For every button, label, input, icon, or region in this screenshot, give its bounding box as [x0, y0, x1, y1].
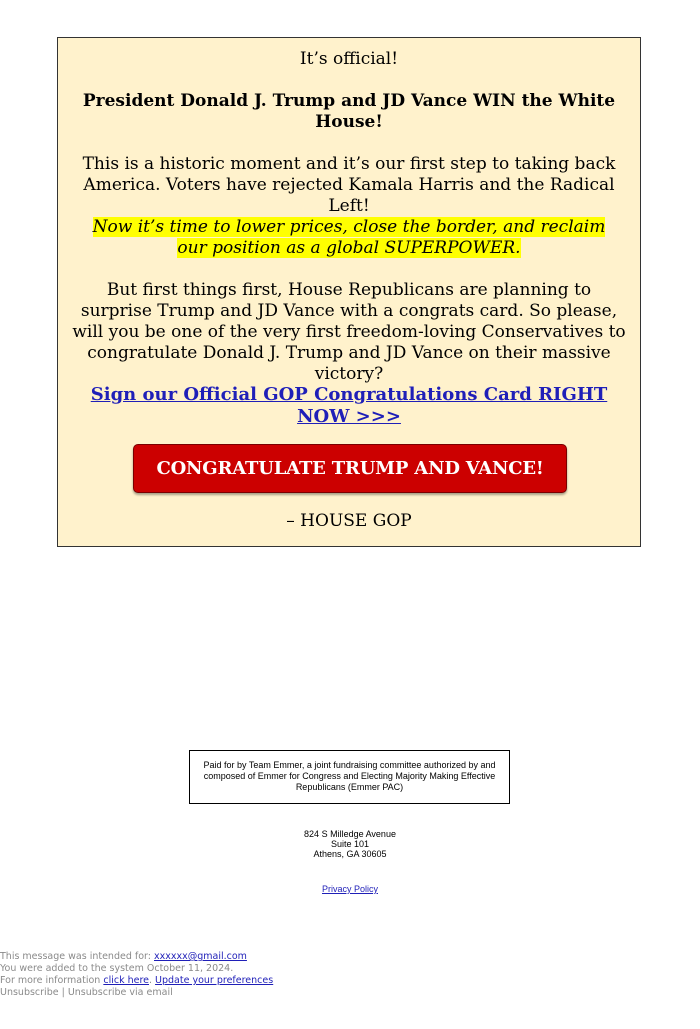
privacy-row — [200, 884, 500, 895]
unsubscribe-line — [0, 987, 273, 999]
surprise-paragraph: But first things first, House Republicans are planning to surprise Trump and JD Vance with a congrats card. So please, will you be one of the very first freedom-loving Conservatives to congratulate Donald J. Trump and JD Vance on their massive victory? — [72, 280, 626, 384]
address-line-2: Suite 101 — [330, 839, 370, 849]
signoff: – HOUSE GOP — [286, 511, 412, 531]
info-line — [0, 975, 273, 987]
address-line-3: Athens, GA 30605 — [313, 849, 387, 859]
mailing-address — [200, 829, 500, 859]
headline: President Donald J. Trump and JD Vance WIN the White House! — [82, 91, 616, 132]
added-line: You were added to the system October 11, 2024. — [0, 963, 234, 974]
sign-card-link[interactable]: Sign our Official GOP Congratulations Card RIGHT NOW >>> — [90, 384, 608, 427]
historic-paragraph: This is a historic moment and it’s our first step to taking back America. Voters have rejected Kamala Harris and the Radical Left! — [82, 154, 616, 216]
paid-for-disclaimer: Paid for by Team Emmer, a joint fundraising committee authorized by and composed of Emmer for Congress and Electing Majority Making Effective Republicans (Emmer PAC) — [189, 750, 510, 804]
update-preferences-link[interactable]: Update your preferences — [155, 975, 274, 986]
official-line: It’s official! — [299, 49, 399, 69]
info-separator: . — [149, 975, 156, 986]
email-footer — [0, 951, 273, 999]
unsubscribe-link[interactable]: Unsubscribe — [0, 987, 59, 998]
intended-prefix: This message was intended for: — [0, 951, 154, 962]
recipient-email-link[interactable]: xxxxxx@gmail.com — [154, 951, 247, 962]
highlight-text: Now it’s time to lower prices, close the border, and reclaim our position as a global SUPERPOWER. — [92, 217, 606, 258]
congratulate-button[interactable]: CONGRATULATE TRUMP AND VANCE! — [133, 444, 567, 493]
email-card — [57, 37, 641, 547]
card-link-paragraph — [80, 384, 618, 428]
info-prefix: For more information — [0, 975, 104, 986]
highlight-paragraph — [76, 217, 622, 259]
privacy-policy-link[interactable]: Privacy Policy — [321, 884, 378, 894]
address-line-1: 824 S Milledge Avenue — [304, 829, 396, 839]
unsubscribe-email-link[interactable]: Unsubscribe via email — [67, 987, 173, 998]
unsubscribe-pipe: | — [58, 987, 68, 998]
click-here-link[interactable]: click here — [103, 975, 149, 986]
intended-line — [0, 951, 273, 963]
